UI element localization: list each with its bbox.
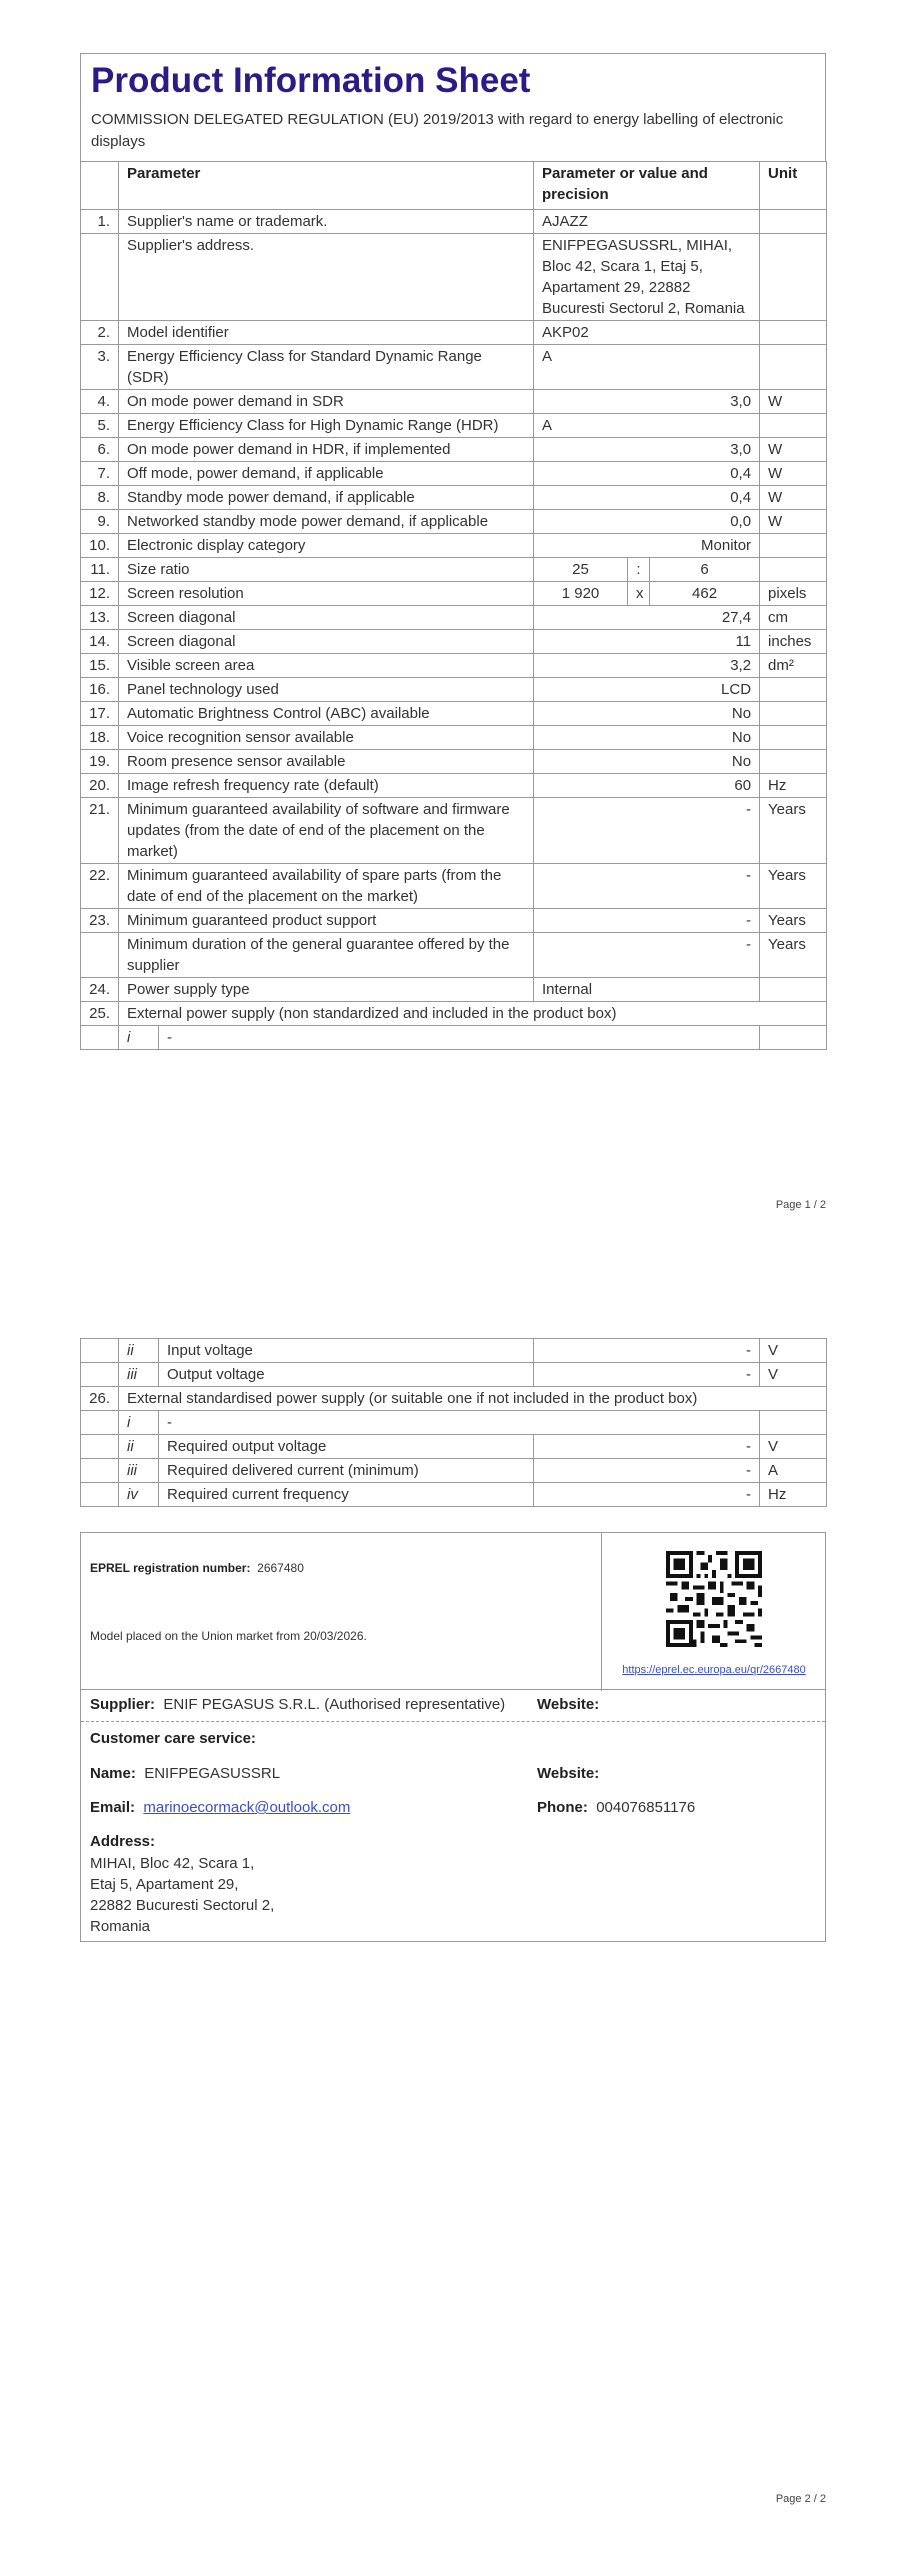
- page-title: Product Information Sheet: [91, 61, 531, 100]
- table-row: 8. Standby mode power demand, if applicable 0,4 W: [81, 486, 827, 510]
- header-unit: Unit: [760, 162, 827, 210]
- model-placed-text: Model placed on the Union market from 20/03/2026.: [90, 1629, 367, 1643]
- address-line: Romania: [90, 1918, 151, 1935]
- address-label: Address:: [90, 1833, 156, 1850]
- table-row: 18. Voice recognition sensor available No: [81, 726, 827, 750]
- table-row: 3. Energy Efficiency Class for Standard Dynamic Range (SDR) A: [81, 345, 827, 390]
- table-row: i -: [81, 1411, 827, 1435]
- table-row: ii Required output voltage - V: [81, 1435, 827, 1459]
- table-row: 7. Off mode, power demand, if applicable 0,4 W: [81, 462, 827, 486]
- website-label-2: Website:: [537, 1765, 600, 1782]
- name-label: Name:: [90, 1765, 136, 1782]
- table-row: 6. On mode power demand in HDR, if implemented 3,0 W: [81, 438, 827, 462]
- table-row: 25. External power supply (non standardized and included in the product box): [81, 1002, 827, 1026]
- email-label: Email:: [90, 1799, 136, 1816]
- table-row: 24. Power supply type Internal: [81, 978, 827, 1002]
- eprel-link[interactable]: https://eprel.ec.europa.eu/qr/2667480: [622, 1664, 806, 1676]
- table-row: 17. Automatic Brightness Control (ABC) available No: [81, 702, 827, 726]
- table-row: 5. Energy Efficiency Class for High Dynamic Range (HDR) A: [81, 414, 827, 438]
- page-number: Page 1 / 2: [775, 1199, 826, 1211]
- email-link[interactable]: marinoecormack@outlook.com: [143, 1799, 351, 1816]
- address-line: 22882 Bucuresti Sectorul 2,: [90, 1897, 275, 1914]
- email-line: [90, 1797, 350, 1818]
- table-row: 9. Networked standby mode power demand, if applicable 0,0 W: [81, 510, 827, 534]
- table-row: Supplier's address. ENIFPEGASUSSRL, MIHAI, Bloc 42, Scara 1, Etaj 5, Apartament 29, 22882 Bucuresti Sectorul 2, Romania: [81, 234, 827, 321]
- phone-line: [537, 1797, 695, 1818]
- table-row: 15. Visible screen area 3,2 dm²: [81, 654, 827, 678]
- table-header-row: [81, 162, 827, 210]
- customer-care-heading: Customer care service:: [90, 1730, 256, 1747]
- table-row: 12. Screen resolution 1 920 x 462 pixels: [81, 582, 827, 606]
- table-row: 4. On mode power demand in SDR 3,0 W: [81, 390, 827, 414]
- website-label: Website:: [537, 1696, 600, 1713]
- table-row: iii Output voltage - V: [81, 1363, 827, 1387]
- table-row: iii Required delivered current (minimum) - A: [81, 1459, 827, 1483]
- table-row: 22. Minimum guaranteed availability of spare parts (from the date of end of the placement on the market) - Years: [81, 864, 827, 909]
- table-row: ii Input voltage - V: [81, 1339, 827, 1363]
- header-parameter: Parameter: [119, 162, 534, 210]
- supplier-line: [90, 1694, 505, 1715]
- table-row: 2. Model identifier AKP02: [81, 321, 827, 345]
- eprel-registration: [90, 1561, 304, 1575]
- table-row: i -: [81, 1026, 827, 1050]
- table-row: 21. Minimum guaranteed availability of software and firmware updates (from the date of end of the placement on the market) - Years: [81, 798, 827, 864]
- table-row: 20. Image refresh frequency rate (default) 60 Hz: [81, 774, 827, 798]
- table-row: 13. Screen diagonal 27,4 cm: [81, 606, 827, 630]
- name-line: [90, 1763, 280, 1784]
- table-row: iv Required current frequency - Hz: [81, 1483, 827, 1507]
- address-line: MIHAI, Bloc 42, Scara 1,: [90, 1855, 255, 1872]
- product-info-table: [80, 161, 827, 1050]
- table-row: 1. Supplier's name or trademark. AJAZZ: [81, 210, 827, 234]
- supplier-label: Supplier:: [90, 1696, 156, 1713]
- table-row: 23. Minimum guaranteed product support - Years: [81, 909, 827, 933]
- address-line: Etaj 5, Apartament 29,: [90, 1876, 239, 1893]
- table-row: 16. Panel technology used LCD: [81, 678, 827, 702]
- table-row: 26. External standardised power supply (or suitable one if not included in the product box): [81, 1387, 827, 1411]
- table-row: Minimum duration of the general guarantee offered by the supplier - Years: [81, 933, 827, 978]
- header-value: Parameter or value and precision: [534, 162, 760, 210]
- title-box: [80, 53, 826, 162]
- qr-code-icon[interactable]: [666, 1551, 762, 1647]
- dashed-divider: [81, 1721, 825, 1722]
- phone-value: 004076851176: [596, 1799, 696, 1816]
- eprel-box: [80, 1532, 826, 1690]
- table-row: 10. Electronic display category Monitor: [81, 534, 827, 558]
- eprel-number: 2667480: [257, 1561, 304, 1575]
- name-value: ENIFPEGASUSSRL: [144, 1765, 281, 1782]
- table-row: 11. Size ratio 25 : 6: [81, 558, 827, 582]
- regulation-subtitle: COMMISSION DELEGATED REGULATION (EU) 2019/2013 with regard to energy labelling of electronic displays: [91, 111, 784, 150]
- supplier-value: ENIF PEGASUS S.R.L. (Authorised representative): [163, 1696, 506, 1713]
- qr-cell: [601, 1533, 825, 1691]
- table-row: 14. Screen diagonal 11 inches: [81, 630, 827, 654]
- product-info-table-continued: [80, 1338, 827, 1507]
- page-number: Page 2 / 2: [775, 2493, 826, 2505]
- table-row: 19. Room presence sensor available No: [81, 750, 827, 774]
- phone-label: Phone:: [537, 1799, 588, 1816]
- eprel-label: EPREL registration number:: [90, 1561, 251, 1575]
- supplier-box: [80, 1689, 826, 1942]
